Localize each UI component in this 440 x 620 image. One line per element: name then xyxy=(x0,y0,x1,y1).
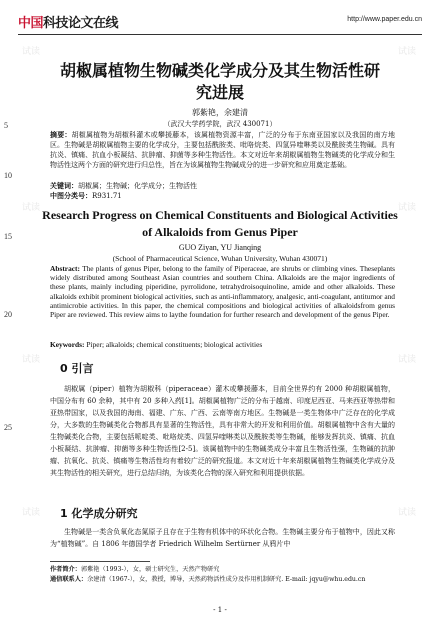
footnote-author-label: 作者简介： xyxy=(50,566,81,573)
keywords-cn-label: 关键词： xyxy=(50,182,78,190)
watermark: 试读 xyxy=(22,355,41,365)
logo-dark-text: 科技论文在线 xyxy=(43,16,119,31)
keywords-cn-text: 胡椒属；生物碱；化学成分；生物活性 xyxy=(78,182,197,190)
paper-title-cn: 胡椒属植物生物碱类化学成分及其生物活性研究进展 xyxy=(60,61,381,102)
section-heading-intro: 0 引言 xyxy=(60,362,94,375)
site-logo[interactable] xyxy=(18,12,118,31)
footnote-author xyxy=(50,565,410,574)
abstract-cn-label: 摘要： xyxy=(50,131,72,139)
line-number: 15 xyxy=(4,232,12,241)
footnote-contact-text: 余建清（1967-），女，教授，博导，天然药物活性成分及作用机制研究. E-mail: jqyu@whu.edu.cn xyxy=(87,576,366,583)
keywords-en xyxy=(50,340,395,349)
paper-title-en: Research Progress on Chemical Constituents and Biological Activities of Alkaloids from Genus Piper xyxy=(42,208,398,239)
watermark: 试读 xyxy=(398,47,417,57)
abstract-en-label: Abstract: xyxy=(50,264,80,273)
keywords-cn xyxy=(50,181,395,191)
site-url[interactable]: http://www.paper.edu.cn xyxy=(347,16,422,23)
line-number: 20 xyxy=(4,310,12,319)
line-number: 25 xyxy=(4,423,12,432)
page-header xyxy=(18,8,422,34)
watermark: 试读 xyxy=(22,47,41,57)
intro-paragraph: 胡椒属（piper）植物为胡椒科（piperaceae）灌木或攀援藤本，目前全世界约有 2000 种胡椒属植物，中国分布有 60 余种，其中有 20 多种入药[1]。胡椒属植物广泛的分布于越南、印度尼西亚、马来西亚等热带和亚热带国家，以及我国的海南、福建、广东、广西、云南等南方地区。生物碱是一类生物体中广泛存在的化学成分，大多数的生物碱类化合物都具有显著的生物活性，具有非常大的开发和利用价值。胡椒属植物中含有大量的生物碱类化合物，主要包括哌啶类、吡咯烷类、四氢异喹啉类以及酰胺类等生物碱，能够发挥抗炎、镇痛、抗血小板凝结、抗肿瘤、抑菌等多种生物活性[2-5]。该属植物中的生物碱类成分丰富且生物活性强，生物碱的抗肿瘤、抗氧化、抗炎、镇痛等生物活性均有着较广泛的研究报道。本文对近十年来胡椒属植物生物碱类化学成分及其生物活性的相关研究，进行总结归纳，为该类化合物的深入研究和利用提供依据。 xyxy=(50,385,395,477)
keywords-en-label: Keywords: xyxy=(50,340,85,349)
chemistry-paragraph: 生物碱是一类含负氧化态氮原子且存在于生物有机体中的环状化合物。生物碱主要分布于植物中，因此又称为“植物碱”。自 1806 年德国学者 Friedrich Wilhelm Sertürner 从鸦片中 xyxy=(50,528,395,548)
page-number: - 1 - xyxy=(213,606,227,614)
watermark: 试读 xyxy=(22,203,41,213)
section-heading-chemistry: 1 化学成分研究 xyxy=(60,507,138,520)
abstract-cn xyxy=(50,130,395,170)
footnote-author-text: 郭紫艳（1993-），女，硕士研究生，天然产物研究 xyxy=(80,566,220,573)
header-rule xyxy=(18,34,422,35)
watermark: 试读 xyxy=(398,203,417,213)
footnote-contact-label: 通信联系人： xyxy=(50,576,88,583)
classification-cn xyxy=(50,191,395,201)
watermark: 试读 xyxy=(22,508,41,518)
abstract-cn-text: 胡椒属植物为胡椒科灌木或攀援藤本，该属植物资源丰富，广泛的分布于东南亚国家以及我国的南方地区。生物碱是胡椒属植物主要的化学成分，主要包括酰胺类、吡咯烷类、四氢异喹啉类以及酰胺类生物碱。具有抗炎、镇痛、抗血小板凝结、抗肿瘤、抑菌等多种生物活性。本文对近年来胡椒属植物生物碱类的化学成分和生物活性这两个方面的研究进行归总性，旨在为该属植物生物碱成分的进一步研究和应用奠定基础。 xyxy=(50,131,396,169)
classification-cn-text: R931.71 xyxy=(92,192,122,200)
abstract-en-text: The plants of genus Piper, belong to the family of Piperaceae, are shrubs or climbing vines. Theseplants widely distributed among Southeast Asian countries and southern China. Alkaloids are the major ingredients of these plants, mainly including piperidine, pyrrolidone, tetrahydroisoquinoline, amide and other alkaloids. These alkaloids exhibit prominent biological activities, such as anti-inflammatory, analgesic, anti-coagulant, antitumor and antimicrobie activities. In this paper, the chemical compositions and biological activities of alkaloidsfrom genus Piper are reviewed. This review aims to laythe foundation for further research and development of the genus Piper. xyxy=(50,264,395,320)
line-number: 5 xyxy=(4,121,8,130)
footnote-rule xyxy=(50,561,150,562)
classification-cn-label: 中图分类号： xyxy=(50,192,92,200)
authors-cn: 郭紫艳，余建清 xyxy=(192,108,248,117)
line-number: 10 xyxy=(4,171,12,180)
watermark: 试读 xyxy=(398,508,417,518)
logo-red-text: 中国 xyxy=(18,16,44,31)
watermark: 试读 xyxy=(398,355,417,365)
abstract-en xyxy=(50,264,395,319)
footnote-contact xyxy=(50,575,410,584)
authors-en: GUO Ziyan, YU Jianqing xyxy=(178,243,262,252)
affiliation-en: (School of Pharmaceutical Science, Wuhan University, Wuhan 430071) xyxy=(112,254,328,263)
keywords-en-text: Piper; alkaloids; chemical constituents; biological activities xyxy=(84,340,263,349)
affiliation-cn: （武汉大学药学院，武汉 430071） xyxy=(163,120,277,128)
